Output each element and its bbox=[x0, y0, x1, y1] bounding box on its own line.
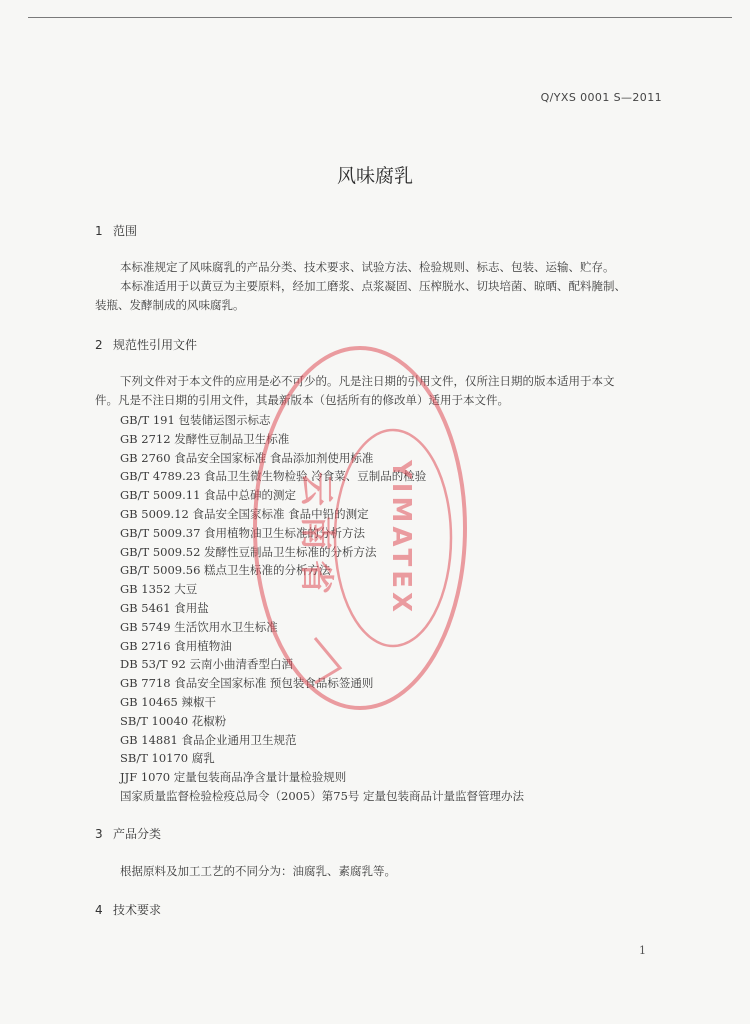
reference-item: DB 53/T 92 云南小曲清香型白酒 bbox=[120, 657, 293, 672]
reference-item: GB/T 5009.11 食品中总砷的测定 bbox=[120, 488, 297, 503]
section-1-title: 范围 bbox=[113, 224, 138, 238]
section-2-number: 2 bbox=[95, 338, 103, 352]
document-number: Q/YXS 0001 S—2011 bbox=[540, 91, 662, 104]
section-1-number: 1 bbox=[95, 224, 103, 238]
section-3-title: 产品分类 bbox=[113, 827, 162, 841]
scope-paragraph-2-line-1: 本标准适用于以黄豆为主要原料，经加工磨浆、点浆凝固、压榨脱水、切块培菌、晾晒、配料腌制、 bbox=[120, 279, 626, 293]
section-4-heading bbox=[95, 901, 161, 918]
reference-item: GB 5461 食用盐 bbox=[120, 600, 209, 615]
section-3-body bbox=[95, 862, 667, 881]
section-3-heading bbox=[95, 825, 161, 842]
header-rule bbox=[28, 17, 732, 18]
reference-item: GB/T 5009.37 食用植物油卫生标准的分析方法 bbox=[120, 525, 366, 540]
reference-item: GB 1352 大豆 bbox=[120, 582, 198, 597]
reference-item: SB/T 10170 腐乳 bbox=[120, 751, 215, 766]
reference-item: GB/T 191 包装储运图示标志 bbox=[120, 413, 271, 427]
references-intro-line-1: 下列文件对于本文件的应用是必不可少的。凡是注日期的引用文件，仅所注日期的版本适用于本文 bbox=[120, 374, 615, 388]
section-1-heading bbox=[95, 222, 137, 239]
reference-item: SB/T 10040 花椒粉 bbox=[120, 713, 227, 728]
section-2-heading bbox=[95, 336, 197, 353]
scope-paragraph-1: 本标准规定了风味腐乳的产品分类、技术要求、试验方法、检验规则、标志、包装、运输、贮存。 bbox=[120, 260, 615, 274]
scope-paragraph-2-line-2: 装瓶、发酵制成的风味腐乳。 bbox=[95, 298, 245, 312]
section-4-title: 技术要求 bbox=[113, 903, 162, 917]
section-3-number: 3 bbox=[95, 827, 103, 841]
reference-item: GB 2760 食品安全国家标准 食品添加剂使用标准 bbox=[120, 450, 374, 465]
reference-item: GB/T 4789.23 食品卫生微生物检验 冷食菜、豆制品的检验 bbox=[120, 469, 427, 484]
reference-item: GB 5009.12 食品安全国家标准 食品中铅的测定 bbox=[120, 506, 369, 521]
svg-text:云南省: 云南省 bbox=[296, 472, 336, 604]
reference-item: 国家质量监督检验检疫总局令（2005）第75号 定量包装商品计量监督管理办法 bbox=[120, 788, 525, 803]
reference-item: JJF 1070 定量包装商品净含量计量检验规则 bbox=[120, 770, 347, 785]
section-4-number: 4 bbox=[95, 903, 103, 917]
company-seal-stamp bbox=[245, 338, 475, 718]
svg-text:YIMATEX: YIMATEX bbox=[386, 459, 416, 617]
classification-paragraph: 根据原料及加工工艺的不同分为：油腐乳、素腐乳等。 bbox=[120, 864, 396, 878]
references-intro-line-2: 件。凡是不注日期的引用文件，其最新版本（包括所有的修改单）适用于本文件。 bbox=[95, 393, 509, 407]
reference-item: GB 2716 食用植物油 bbox=[120, 638, 232, 653]
reference-item: GB 14881 食品企业通用卫生规范 bbox=[120, 732, 297, 747]
reference-item: GB 2712 发酵性豆制品卫生标准 bbox=[120, 431, 290, 446]
reference-item: GB 5749 生活饮用水卫生标准 bbox=[120, 619, 278, 634]
reference-item: GB 10465 辣椒干 bbox=[120, 694, 217, 709]
page-number: 1 bbox=[639, 944, 646, 957]
section-1-body bbox=[95, 258, 667, 315]
reference-item: GB 7718 食品安全国家标准 预包装食品标签通则 bbox=[120, 676, 374, 691]
reference-item: GB/T 5009.56 糕点卫生标准的分析方法 bbox=[120, 563, 331, 578]
page-title: 风味腐乳 bbox=[336, 165, 413, 187]
reference-item: GB/T 5009.52 发酵性豆制品卫生标准的分析方法 bbox=[120, 544, 377, 559]
section-2-title: 规范性引用文件 bbox=[113, 338, 198, 352]
